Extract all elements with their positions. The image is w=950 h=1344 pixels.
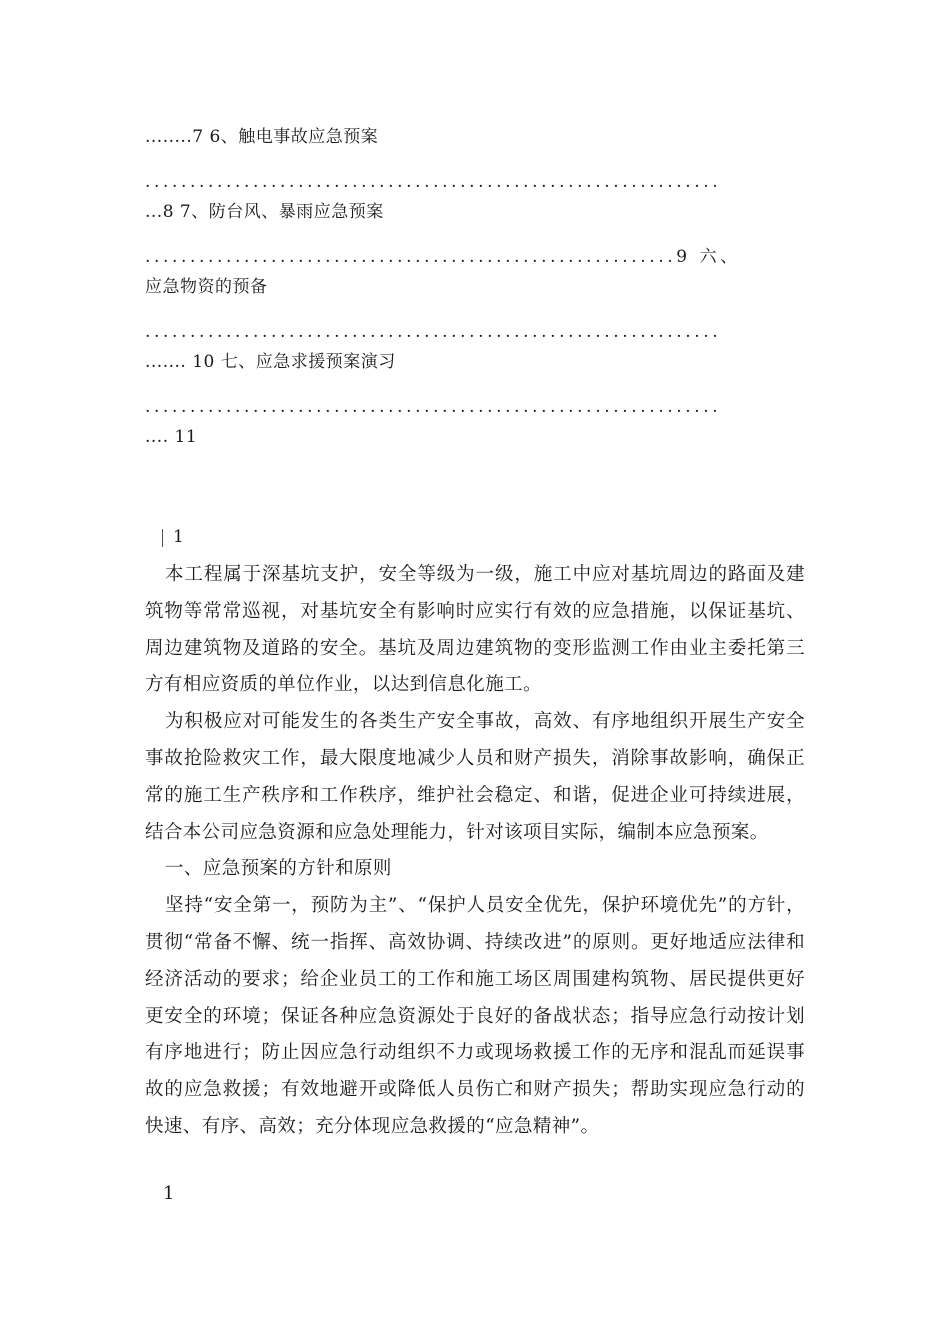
page-marker — [162, 527, 184, 547]
toc-entry-emergency-supplies: 应急物资的预备 — [145, 277, 268, 297]
toc-leader-dots: ................................................................ — [145, 322, 722, 342]
toc-entry-section-six: ...........................................................9 六、 — [145, 247, 741, 267]
document-body — [145, 557, 805, 1146]
toc-entry-page-eleven: .... 11 — [145, 427, 198, 447]
toc-leader-dots: ................................................................ — [145, 172, 722, 192]
divider — [162, 529, 163, 547]
footer-page-number: 1 — [163, 1183, 175, 1204]
toc-entry-drill: ....... 10 七、应急求援预案演习 — [145, 352, 396, 372]
toc-entry-typhoon: ...8 7、防台风、暴雨应急预案 — [145, 202, 384, 222]
toc-leader-dots: ................................................................ — [145, 397, 722, 417]
paragraph: 坚持“安全第一，预防为主”、“保护人员安全优先，保护环境优先”的方针，贯彻“常备不懈、统一指挥、高效协调、持续改进”的原则。更好地适应法律和经济活动的要求；给企业员工的工作和施工场区周围建构筑物、居民提供更好更安全的环境；保证各种应急资源处于良好的备战状态；指导应急行动按计划有序地进行；防止因应急行动组织不力或现场救援工作的无序和混乱而延误事故的应急救援；有效地避开或降低人员伤亡和财产损失；帮助实现应急行动的快速、有序、高效；充分体现应急救援的“应急精神”。 — [145, 895, 805, 1137]
paragraph: 为积极应对可能发生的各类生产安全事故，高效、有序地组织开展生产安全事故抢险救灾工作，最大限度地减少人员和财产损失，消除事故影响，确保正常的施工生产秩序和工作秩序，维护社会稳定、和谐，促进企业可持续进展，结合本公司应急资源和应急处理能力，针对该项目实际，编制本应急预案。 — [145, 711, 805, 843]
paragraph: 本工程属于深基坑支护，安全等级为一级，施工中应对基坑周边的路面及建筑物等常常巡视，对基坑安全有影响时应实行有效的应急措施，以保证基坑、周边建筑物及道路的安全。基坑及周边建筑物的变形监测工作由业主委托第三方有相应资质的单位作业，以达到信息化施工。 — [145, 564, 805, 696]
toc-entry-electric-shock: ........7 6、触电事故应急预案 — [145, 127, 379, 147]
section-heading: 一、应急预案的方针和原则 — [165, 858, 392, 880]
page-marker-number: 1 — [173, 527, 184, 547]
